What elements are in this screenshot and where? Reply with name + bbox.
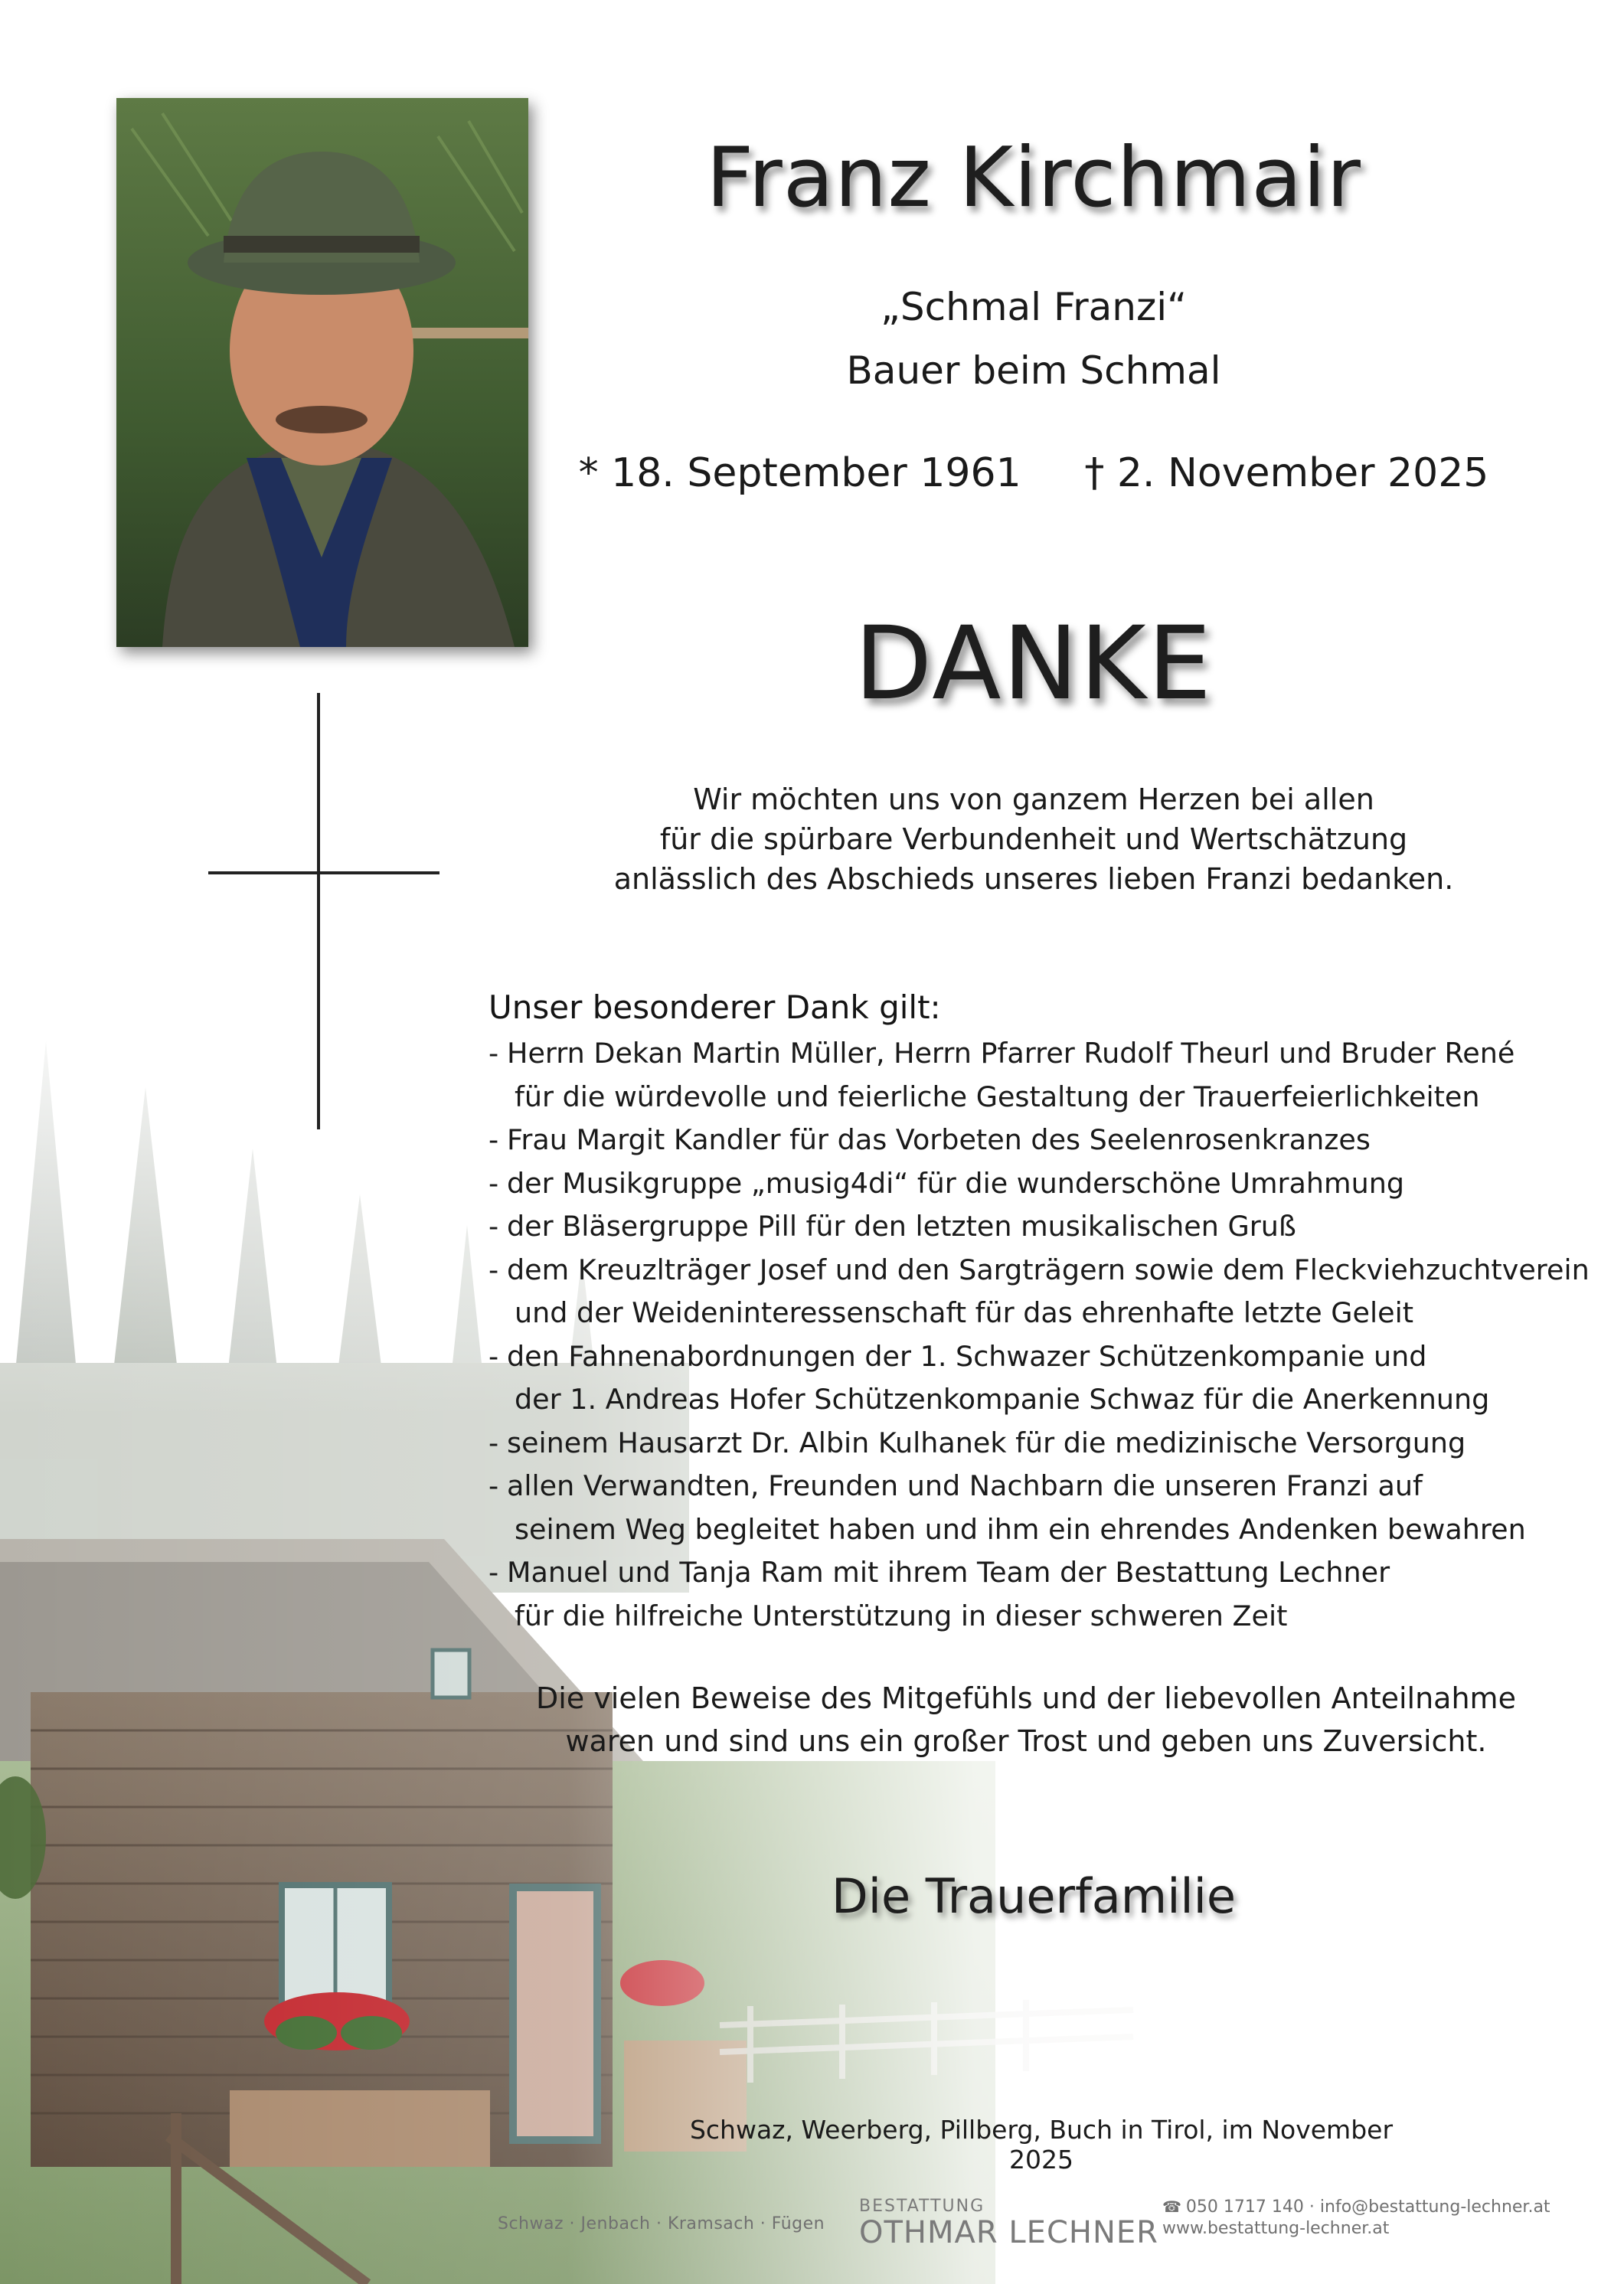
- death-symbol: †: [1084, 450, 1105, 496]
- thanks-item-dash: -: [489, 1123, 499, 1156]
- footer-website[interactable]: www.bestattung-lechner.at: [1162, 2219, 1390, 2238]
- occupation: Bauer beim Schmal: [846, 348, 1221, 393]
- thanks-item: [489, 1465, 1576, 1551]
- death-date: 2. November 2025: [1116, 450, 1489, 496]
- life-dates: [536, 450, 1531, 496]
- deceased-name: Franz Kirchmair: [706, 130, 1361, 226]
- footer-contact: [1162, 2196, 1550, 2240]
- thanks-item: [489, 1205, 1576, 1249]
- thanks-item-dash: -: [489, 1469, 499, 1502]
- birth-symbol: *: [578, 450, 599, 496]
- intro-text: [536, 779, 1531, 899]
- thanks-item-continuation: der 1. Andreas Hofer Schützenkompanie Schwaz für die Anerkennung: [515, 1383, 1490, 1416]
- thanks-item-text: seinem Hausarzt Dr. Albin Kulhanek für die medizinische Versorgung: [507, 1426, 1466, 1459]
- thanks-item-continuation: und der Weideninteressenschaft für das ehrenhafte letzte Geleit: [515, 1296, 1414, 1329]
- thanks-item: [489, 1162, 1576, 1206]
- brand-line-2: OTHMAR LECHNER: [859, 2215, 1158, 2250]
- intro-line: anlässlich des Abschieds unseres lieben Franzi bedanken.: [613, 862, 1454, 896]
- intro-line: für die spürbare Verbundenheit und Wertschätzung: [659, 822, 1408, 856]
- thanks-item-dash: -: [489, 1166, 499, 1200]
- thanks-item-dash: -: [489, 1339, 499, 1373]
- thanks-item-continuation: für die hilfreiche Unterstützung in dieser schweren Zeit: [515, 1599, 1288, 1632]
- birth-date: 18. September 1961: [611, 450, 1021, 496]
- thanks-item-dash: -: [489, 1210, 499, 1243]
- thanks-item: [489, 1551, 1576, 1638]
- closing-line: Die vielen Beweise des Mitgefühls und der liebevollen Anteilnahme: [536, 1681, 1516, 1715]
- thanks-list: [489, 1032, 1590, 1638]
- nickname: „Schmal Franzi“: [881, 285, 1187, 329]
- footer-locations: Schwaz · Jenbach · Kramsach · Fügen: [498, 2214, 825, 2233]
- thanks-item: [489, 1249, 1590, 1335]
- headline-danke: DANKE: [854, 605, 1214, 723]
- thanks-item-dash: -: [489, 1426, 499, 1459]
- thanks-item-text: dem Kreuzlträger Josef und den Sargträgern sowie dem Fleckviehzuchtverein: [507, 1253, 1590, 1286]
- place-and-date: Schwaz, Weerberg, Pillberg, Buch in Tirol, im November 2025: [689, 2115, 1394, 2175]
- cross-horizontal-bar: [208, 871, 439, 874]
- closing-line: waren und sind uns ein großer Trost und geben uns Zuversicht.: [565, 1724, 1487, 1758]
- thanks-item-text: Manuel und Tanja Ram mit ihrem Team der Bestattung Lechner: [507, 1556, 1390, 1589]
- thanks-heading: Unser besonderer Dank gilt:: [489, 988, 941, 1026]
- cross-vertical-bar: [317, 693, 320, 1129]
- thanks-item: [489, 1335, 1576, 1422]
- thanks-item-dash: -: [489, 1253, 499, 1286]
- funeral-home-logo: [859, 2197, 1158, 2250]
- footer-email[interactable]: info@bestattung-lechner.at: [1319, 2197, 1550, 2217]
- special-thanks-section: [489, 986, 1590, 1638]
- footer-separator: ·: [1309, 2197, 1315, 2217]
- thanks-item: [489, 1422, 1576, 1465]
- thanks-item-text: Herrn Dekan Martin Müller, Herrn Pfarrer Rudolf Theurl und Bruder René: [507, 1037, 1515, 1070]
- thanks-item-text: der Musikgruppe „musig4di“ für die wunderschöne Umrahmung: [507, 1166, 1405, 1200]
- intro-line: Wir möchten uns von ganzem Herzen bei allen: [693, 783, 1374, 816]
- portrait-photo: [116, 98, 528, 647]
- thanks-item-dash: -: [489, 1556, 499, 1589]
- thanks-item-text: der Bläsergruppe Pill für den letzten musikalischen Gruß: [507, 1210, 1296, 1243]
- thanks-item-continuation: seinem Weg begleitet haben und ihm ein ehrendes Andenken bewahren: [515, 1512, 1526, 1546]
- brand-line-1: BESTATTUNG: [859, 2197, 985, 2216]
- thanks-item: [489, 1119, 1576, 1162]
- footer-phone: 050 1717 140: [1185, 2197, 1304, 2217]
- thanks-item-continuation: für die würdevolle und feierliche Gestaltung der Trauerfeierlichkeiten: [515, 1080, 1480, 1113]
- phone-icon: ☎: [1162, 2197, 1181, 2216]
- thanks-item: [489, 1032, 1576, 1119]
- thanks-item-text: allen Verwandten, Freunden und Nachbarn die unseren Franzi auf: [507, 1469, 1423, 1502]
- closing-text: [490, 1677, 1562, 1763]
- thanks-item-text: Frau Margit Kandler für das Vorbeten des Seelenrosenkranzes: [507, 1123, 1371, 1156]
- thanks-item-text: den Fahnenabordnungen der 1. Schwazer Schützenkompanie und: [507, 1339, 1427, 1373]
- thanks-item-dash: -: [489, 1037, 499, 1070]
- family-signature: Die Trauerfamilie: [831, 1868, 1237, 1924]
